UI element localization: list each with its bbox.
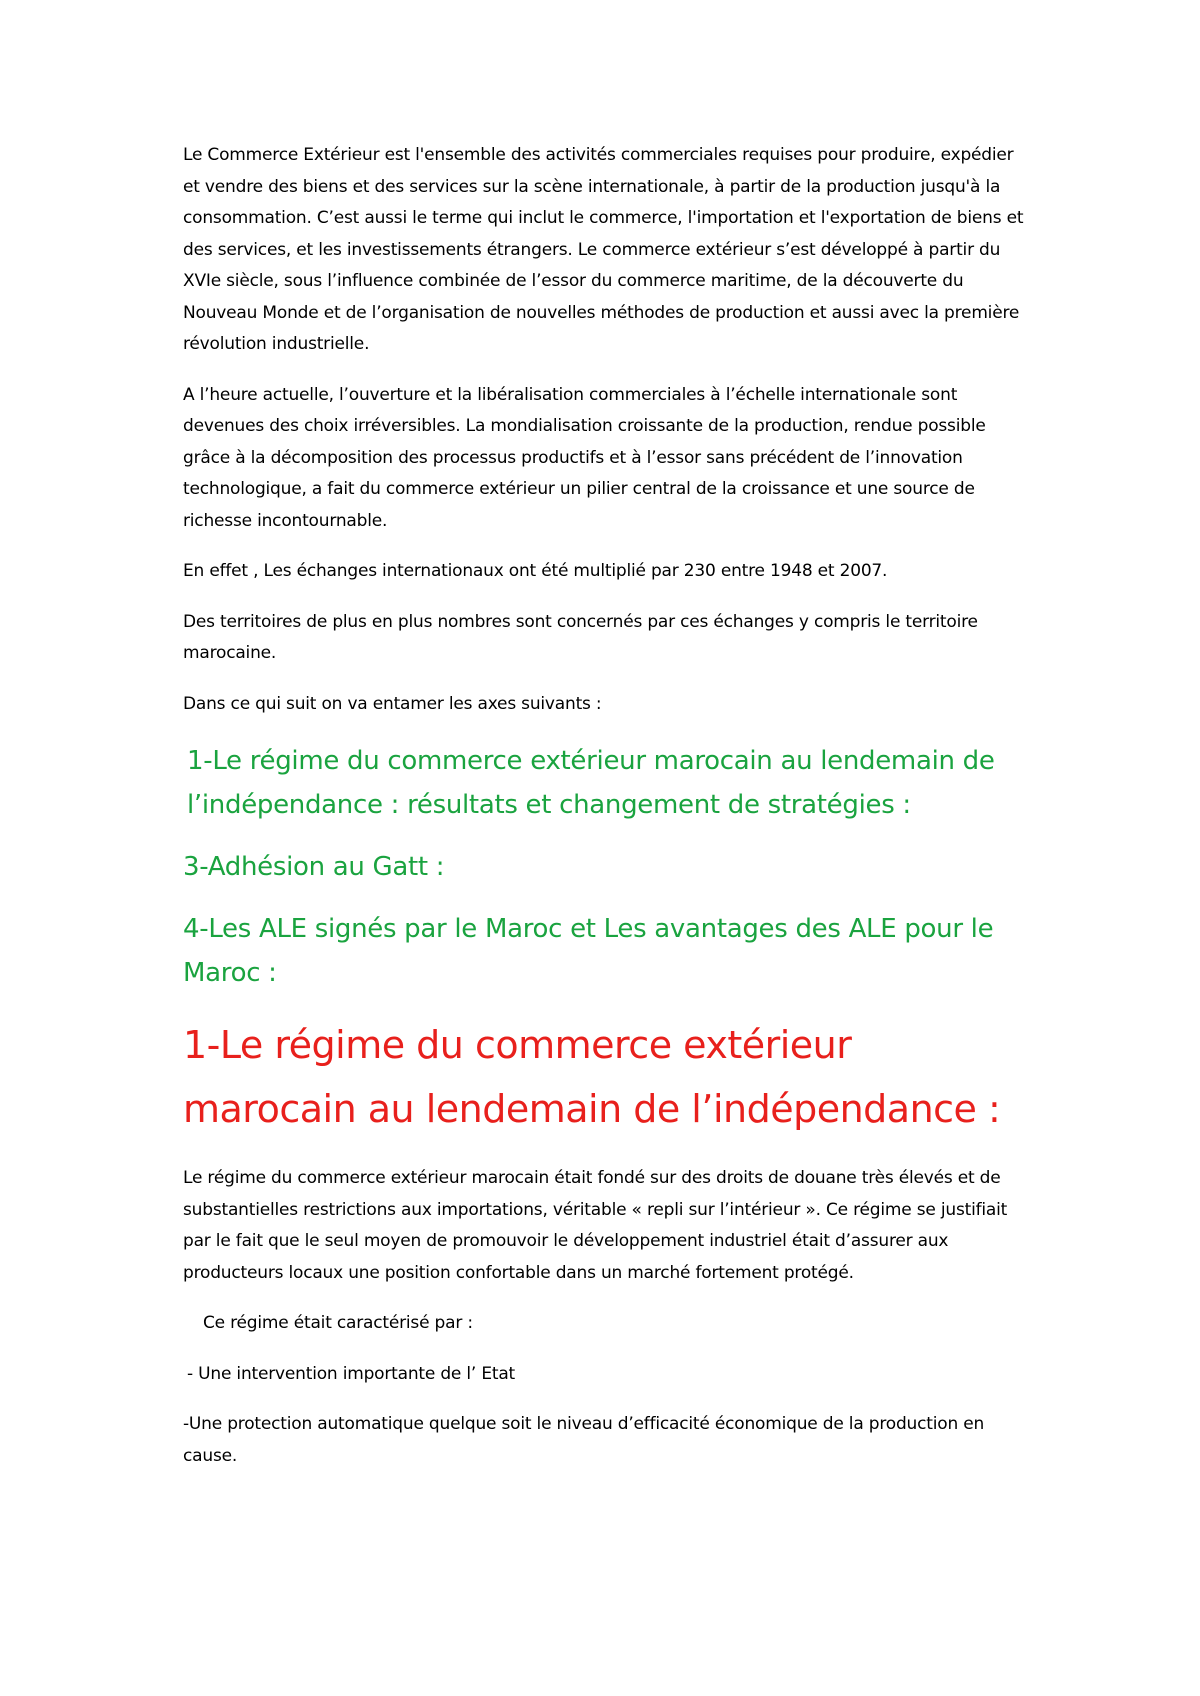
axis-heading-3: 4-Les ALE signés par le Maroc et Les avantages des ALE pour le Maroc :	[183, 914, 994, 988]
characterized-intro: Ce régime était caractérisé par :	[203, 1313, 473, 1333]
intro-paragraph-1: Le Commerce Extérieur est l'ensemble des activités commerciales requises pour produire, expédier et vendre des biens et des services sur la scène internationale, à partir de la production jusqu'à la consommation. C’est aussi le terme qui inclut le commerce, l'importation et l'exportation de biens et des services, et les investissements étrangers. Le commerce extérieur s’est développé à partir du XVIe siècle, sous l’influence combinée de l’essor du commerce maritime, de la découverte du Nouveau Monde et de l’organisation de nouvelles méthodes de production et aussi avec la première révolution industrielle.	[183, 145, 1024, 354]
section-heading: 1-Le régime du commerce extérieur marocain au lendemain de l’indépendance :	[183, 1023, 1001, 1131]
section-body-paragraph: Le régime du commerce extérieur marocain était fondé sur des droits de douane très élevés et de substantielles restrictions aux importations, véritable « repli sur l’intérieur ». Ce régime se justifiait par le fait que le seul moyen de promouvoir le développement industriel était d’assurer aux producteurs locaux une position confortable dans un marché fortement protégé.	[183, 1168, 1008, 1283]
intro-paragraph-5: Dans ce qui suit on va entamer les axes suivants :	[183, 693, 602, 714]
axis-heading-1: 1-Le régime du commerce extérieur marocain au lendemain de l’indépendance : résultats et changement de stratégies :	[187, 746, 995, 820]
intro-paragraph-4: Des territoires de plus en plus nombres sont concernés par ces échanges y compris le territoire marocaine.	[183, 611, 978, 663]
axis-heading-2: 3-Adhésion au Gatt :	[183, 852, 445, 882]
characteristic-item-1: - Une intervention importante de l’ Etat	[187, 1363, 516, 1384]
document-page	[183, 140, 1028, 1491]
intro-paragraph-2: A l’heure actuelle, l’ouverture et la libéralisation commerciales à l’échelle internationale sont devenues des choix irréversibles. La mondialisation croissante de la production, rendue possible grâce à la décomposition des processus productifs et à l’essor sans précédent de l’innovation technologique, a fait du commerce extérieur un pilier central de la croissance et une source de richesse incontournable.	[183, 384, 986, 531]
characteristic-item-2: -Une protection automatique quelque soit le niveau d’efficacité économique de la production en cause.	[183, 1414, 985, 1466]
intro-paragraph-3: En effet , Les échanges internationaux ont été multiplié par 230 entre 1948 et 2007.	[183, 561, 888, 581]
